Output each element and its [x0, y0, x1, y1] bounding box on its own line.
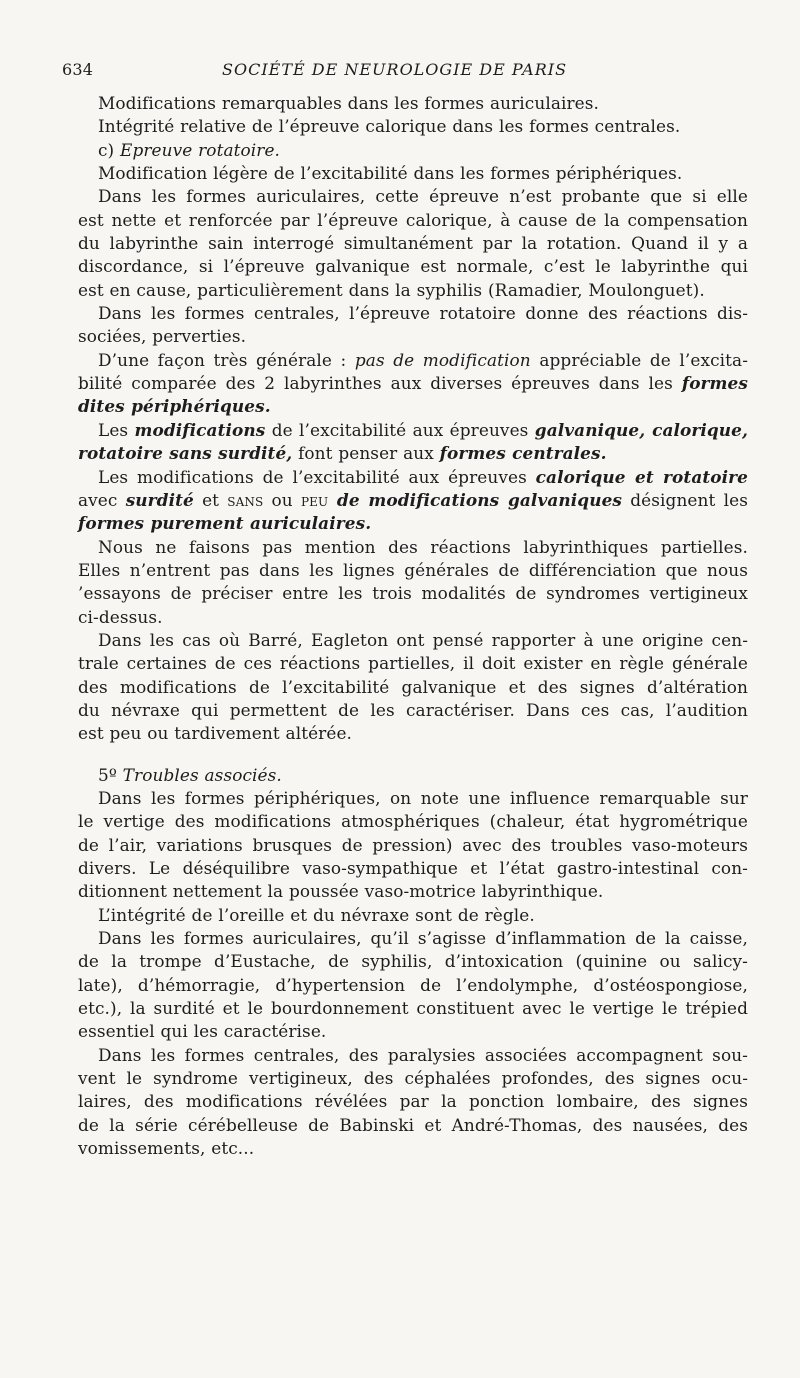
- text-line: dites périphériques.: [78, 396, 271, 417]
- text-line: vomissements, etc...: [78, 1138, 255, 1159]
- text-line: du névraxe qui permettent de les caractériser. Dans ces cas, l’audition: [78, 699, 748, 720]
- page-number: 634: [62, 60, 94, 79]
- text-line: Intégrité relative de l’épreuve calorique dans les formes centrales.: [98, 116, 681, 137]
- text-line: trale certaines de ces réactions partielles, il doit exister en règle générale: [78, 653, 748, 674]
- text-line: sociées, perverties.: [78, 326, 247, 347]
- text-line: de la trompe d’Eustache, de syphilis, d’intoxication (quinine ou salicy-: [78, 951, 748, 972]
- text-line: Nous ne faisons pas mention des réactions labyrinthiques partielles.: [98, 536, 748, 557]
- text-line: L’intégrité de l’oreille et du névraxe sont de règle.: [98, 904, 535, 925]
- text-line: essentiel qui les caractérise.: [78, 1021, 327, 1042]
- text-line: D’une façon très générale : pas de modification appréciable de l’excita-: [98, 349, 749, 370]
- text-line: ’essayons de préciser entre les trois modalités de syndromes vertigineux: [78, 583, 748, 604]
- text-line: etc.), la surdité et le bourdonnement constituent avec le vertige le trépied: [78, 998, 748, 1019]
- text-line: Dans les formes auriculaires, qu’il s’agisse d’inflammation de la caisse,: [98, 928, 748, 949]
- text-line: du labyrinthe sain interrogé simultanément par la rotation. Quand il y a: [78, 233, 748, 254]
- text-line: ci-dessus.: [78, 606, 163, 627]
- text-line: avec surdité et sans ou peu de modifications galvaniques désignent les: [78, 489, 748, 510]
- text-line: de l’air, variations brusques de pression) avec des troubles vaso-moteurs: [78, 834, 748, 855]
- text-line: laires, des modifications révélées par la ponction lombaire, des signes: [78, 1091, 748, 1112]
- text-line: vent le syndrome vertigineux, des céphalées profondes, des signes ocu-: [78, 1068, 748, 1089]
- subsection-heading: c) Epreuve rotatoire.: [98, 139, 281, 160]
- running-title: SOCIÉTÉ DE NEUROLOGIE DE PARIS: [222, 60, 568, 79]
- text-line: est peu ou tardivement altérée.: [78, 723, 353, 744]
- text-line: Dans les formes périphériques, on note une influence remarquable sur: [98, 787, 748, 808]
- text-line: Modification légère de l’excitabilité dans les formes périphériques.: [98, 163, 683, 184]
- text-line: Dans les formes auriculaires, cette épreuve n’est probante que si elle: [98, 186, 748, 207]
- text-line: Les modifications de l’excitabilité aux épreuves calorique et rotatoire: [98, 466, 748, 487]
- section-heading: 5º Troubles associés.: [98, 764, 282, 785]
- text-line: formes purement auriculaires.: [78, 513, 372, 534]
- text-line: Modifications remarquables dans les formes auriculaires.: [98, 93, 599, 113]
- text-line: Elles n’entrent pas dans les lignes générales de différenciation que nous: [78, 559, 748, 580]
- text-line: des modifications de l’excitabilité galvanique et des signes d’altération: [78, 676, 748, 697]
- text-line: Dans les formes centrales, des paralysies associées accompagnent sou-: [98, 1044, 748, 1065]
- running-head: [62, 60, 748, 92]
- text-line: est en cause, particulièrement dans la syphilis (Ramadier, Moulonguet).: [78, 279, 705, 300]
- body-text: [78, 92, 748, 1160]
- text-line: est nette et renforcée par l’épreuve calorique, à cause de la compensation: [78, 209, 748, 230]
- text-line: bilité comparée des 2 labyrinthes aux diverses épreuves dans les formes: [78, 373, 748, 394]
- text-line: de la série cérébelleuse de Babinski et André-Thomas, des nausées, des: [78, 1114, 748, 1135]
- text-line: Dans les cas où Barré, Eagleton ont pensé rapporter à une origine cen-: [98, 629, 748, 650]
- text-line: ditionnent nettement la poussée vaso-motrice labyrinthique.: [78, 881, 604, 902]
- text-line: divers. Le déséquilibre vaso-sympathique et l’état gastro-intestinal con-: [78, 858, 748, 878]
- text-line: rotatoire sans surdité, font penser aux formes centrales.: [78, 443, 607, 464]
- text-line: Les modifications de l’excitabilité aux épreuves galvanique, calorique,: [98, 419, 749, 440]
- text-line: le vertige des modifications atmosphériques (chaleur, état hygrométrique: [78, 811, 748, 832]
- text-line: Dans les formes centrales, l’épreuve rotatoire donne des réactions dis-: [98, 303, 748, 324]
- text-line: discordance, si l’épreuve galvanique est normale, c’est le labyrinthe qui: [78, 256, 748, 277]
- text-line: late), d’hémorragie, d’hypertension de l’endolymphe, d’ostéospongiose,: [78, 974, 748, 995]
